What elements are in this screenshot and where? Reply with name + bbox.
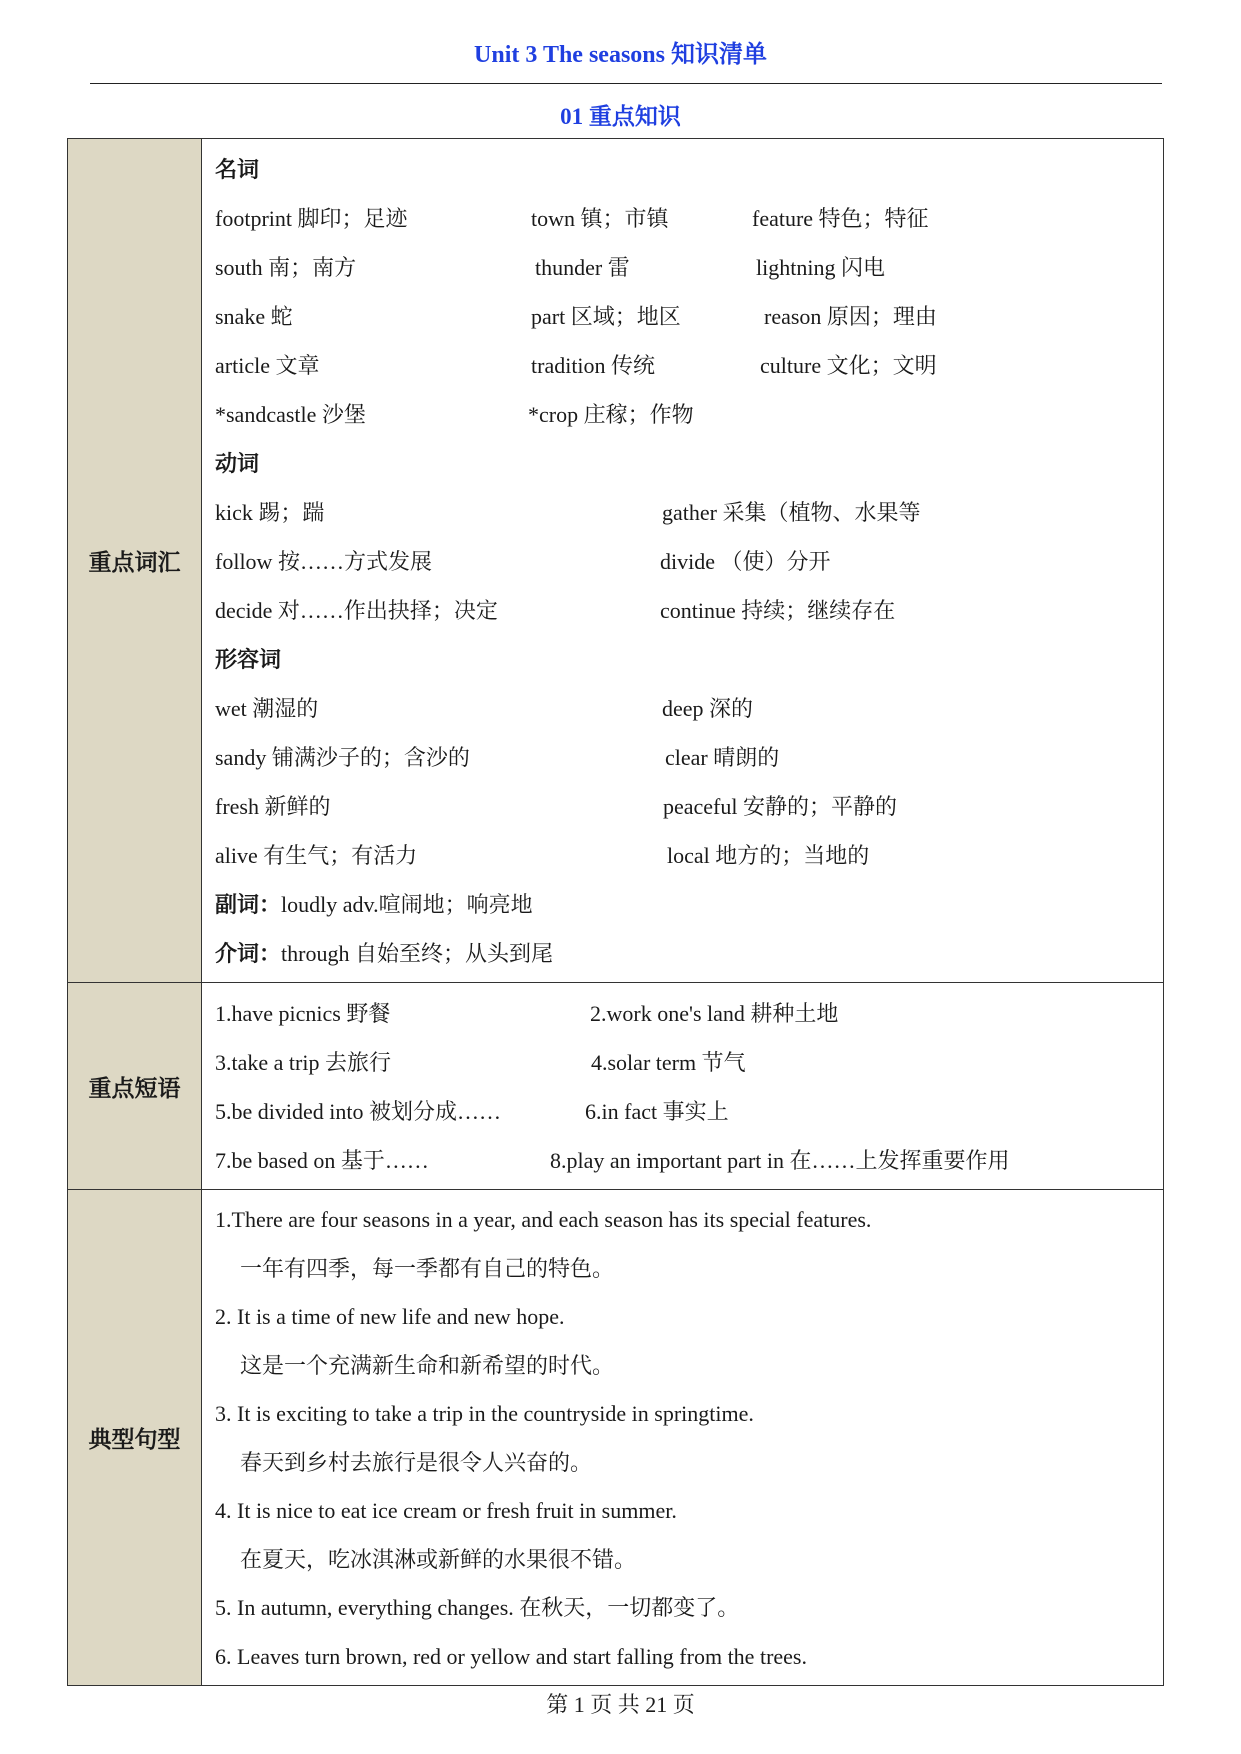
phrase-item: 5.be divided into 被划分成……: [215, 1099, 501, 1124]
sentence-english: 6. Leaves turn brown, red or yellow and start falling from the trees.: [215, 1643, 807, 1669]
preposition-text: through 自始至终；从头到尾: [281, 941, 553, 966]
phrase-item: 6.in fact 事实上: [585, 1099, 729, 1124]
vocab-item: peaceful 安静的；平静的: [663, 794, 897, 819]
vocab-item: gather 采集（植物、水果等: [662, 500, 921, 525]
phrase-item: 2.work one's land 耕种土地: [590, 1001, 839, 1026]
sentence-chinese: 在夏天，吃冰淇淋或新鲜的水果很不错。: [240, 1546, 637, 1572]
adjective-heading: 形容词: [215, 647, 282, 672]
title-divider: [90, 83, 1162, 84]
sentences-category-label: 典型句型: [68, 1190, 202, 1685]
vocab-item: footprint 脚印；足迹: [215, 206, 408, 231]
vocab-item: follow 按……方式发展: [215, 549, 432, 574]
vocab-item: article 文章: [215, 353, 320, 378]
vocab-item: continue 持续；继续存在: [660, 598, 896, 623]
verb-heading: 动词: [215, 451, 260, 476]
vocab-item: fresh 新鲜的: [215, 794, 331, 819]
sentences-row: [68, 1190, 1163, 1685]
vocab-item: town 镇；市镇: [531, 206, 669, 231]
vocab-item: deep 深的: [662, 696, 754, 721]
vocab-item: wet 潮湿的: [215, 696, 319, 721]
vocab-item: sandy 铺满沙子的；含沙的: [215, 745, 470, 770]
document-title: Unit 3 The seasons 知识清单: [474, 42, 767, 68]
phrase-item: 8.play an important part in 在……上发挥重要作用: [550, 1148, 1010, 1173]
phrases-row: [68, 983, 1163, 1190]
vocab-category-label: 重点词汇: [68, 139, 202, 982]
knowledge-table: [67, 138, 1164, 1686]
vocab-item: culture 文化；文明: [760, 353, 937, 378]
vocab-item: feature 特色；特征: [752, 206, 929, 231]
vocab-item: kick 踢；踹: [215, 500, 325, 525]
preposition-label: 介词：: [215, 941, 282, 966]
sentence-english: 2. It is a time of new life and new hope.: [215, 1304, 565, 1329]
vocab-item: clear 晴朗的: [665, 745, 780, 770]
vocab-item: south 南；南方: [215, 255, 357, 280]
vocab-item: decide 对……作出抉择；决定: [215, 598, 498, 623]
sentence-chinese: 春天到乡村去旅行是很令人兴奋的。: [240, 1449, 593, 1475]
sentence-english: 3. It is exciting to take a trip in the countryside in springtime.: [215, 1401, 754, 1426]
noun-heading: 名词: [215, 157, 260, 182]
vocab-item: tradition 传统: [531, 353, 656, 378]
vocab-item: snake 蛇: [215, 304, 293, 329]
vocab-content: [202, 139, 1163, 982]
phrase-item: 1.have picnics 野餐: [215, 1001, 391, 1026]
vocab-item: reason 原因；理由: [764, 304, 937, 329]
sentence-english: 1.There are four seasons in a year, and each season has its special features.: [215, 1207, 872, 1232]
vocab-item: divide （使）分开: [660, 549, 831, 574]
phrase-item: 7.be based on 基于……: [215, 1148, 429, 1173]
sentence-chinese: 一年有四季，每一季都有自己的特色。: [240, 1255, 615, 1281]
adverb-text: loudly adv.喧闹地；响亮地: [281, 892, 533, 917]
sentences-content: [202, 1190, 1163, 1685]
vocab-item: lightning 闪电: [756, 255, 885, 280]
vocab-item: local 地方的；当地的: [667, 843, 870, 868]
vocab-item: thunder 雷: [535, 255, 630, 280]
vocab-item: *sandcastle 沙堡: [215, 402, 366, 427]
page-footer: 第 1 页 共 21 页: [546, 1692, 695, 1717]
vocab-row: [68, 139, 1163, 983]
vocab-item: alive 有生气；有活力: [215, 843, 418, 868]
adverb-label: 副词：: [215, 892, 282, 917]
phrase-item: 3.take a trip 去旅行: [215, 1050, 391, 1075]
sentence-chinese: 这是一个充满新生命和新希望的时代。: [240, 1352, 615, 1378]
vocab-item: *crop 庄稼；作物: [528, 402, 694, 427]
section-heading: 01 重点知识: [560, 104, 681, 129]
phrase-item: 4.solar term 节气: [591, 1050, 746, 1075]
sentence-english: 4. It is nice to eat ice cream or fresh fruit in summer.: [215, 1498, 677, 1523]
phrases-category-label: 重点短语: [68, 983, 202, 1189]
vocab-item: part 区域；地区: [531, 304, 681, 329]
sentence-english: 5. In autumn, everything changes. 在秋天，一切都变了。: [215, 1595, 740, 1620]
phrases-content: [202, 983, 1163, 1189]
